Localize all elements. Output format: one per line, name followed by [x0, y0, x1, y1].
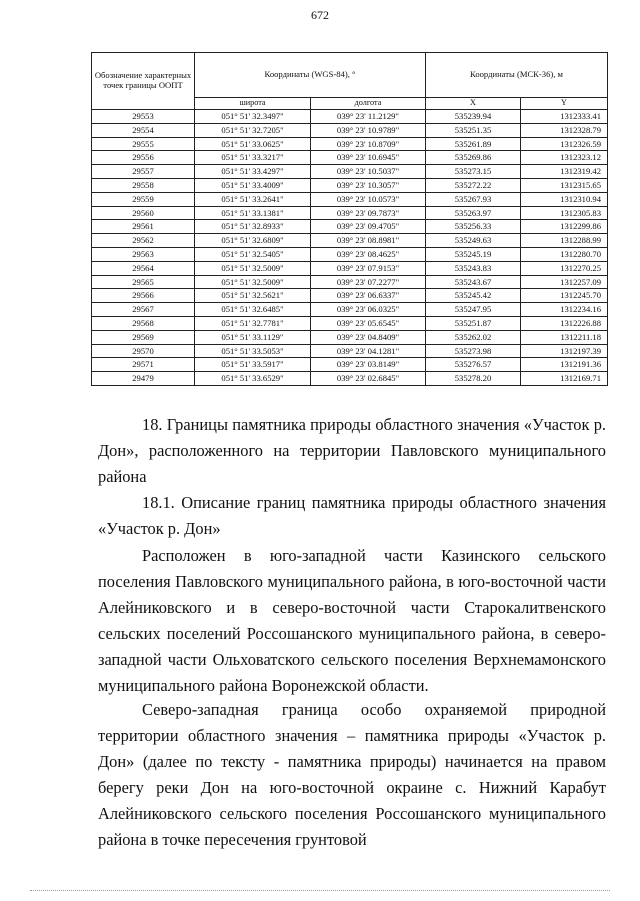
- latitude-cell: 051° 51' 32.5009": [195, 275, 311, 289]
- y-coordinate-cell: 1312310.94: [521, 192, 608, 206]
- latitude-cell: 051° 51' 32.6809": [195, 234, 311, 248]
- point-id-cell: 29479: [92, 372, 195, 386]
- table-row: [92, 192, 608, 206]
- y-coordinate-cell: 1312319.42: [521, 165, 608, 179]
- longitude-cell: 039° 23' 04.1281": [311, 344, 426, 358]
- y-coordinate-cell: 1312328.79: [521, 123, 608, 137]
- x-coordinate-cell: 535263.97: [426, 206, 521, 220]
- point-id-cell: 29568: [92, 316, 195, 330]
- latitude-cell: 051° 51' 33.2641": [195, 192, 311, 206]
- header-lat: широта: [195, 98, 311, 110]
- latitude-cell: 051° 51' 33.1381": [195, 206, 311, 220]
- table-row: [92, 261, 608, 275]
- table-row: [92, 247, 608, 261]
- point-id-cell: 29569: [92, 330, 195, 344]
- latitude-cell: 051° 51' 32.5405": [195, 247, 311, 261]
- latitude-cell: 051° 51' 33.6529": [195, 372, 311, 386]
- latitude-cell: 051° 51' 33.1129": [195, 330, 311, 344]
- x-coordinate-cell: 535261.89: [426, 137, 521, 151]
- longitude-cell: 039° 23' 03.8149": [311, 358, 426, 372]
- latitude-cell: 051° 51' 32.8933": [195, 220, 311, 234]
- header-lon: долгота: [311, 98, 426, 110]
- section-18-1-heading: 18.1. Описание границ памятника природы областного значения «Участок р. Дон»: [98, 493, 606, 538]
- x-coordinate-cell: 535273.15: [426, 165, 521, 179]
- longitude-cell: 039° 23' 10.0573": [311, 192, 426, 206]
- longitude-cell: 039° 23' 09.7873": [311, 206, 426, 220]
- x-coordinate-cell: 535251.35: [426, 123, 521, 137]
- x-coordinate-cell: 535243.67: [426, 275, 521, 289]
- latitude-cell: 051° 51' 32.3497": [195, 110, 311, 124]
- y-coordinate-cell: 1312191.36: [521, 358, 608, 372]
- x-coordinate-cell: 535245.42: [426, 289, 521, 303]
- y-coordinate-cell: 1312315.65: [521, 178, 608, 192]
- longitude-cell: 039° 23' 02.6845": [311, 372, 426, 386]
- x-coordinate-cell: 535247.95: [426, 303, 521, 317]
- y-coordinate-cell: 1312326.59: [521, 137, 608, 151]
- x-coordinate-cell: 535267.93: [426, 192, 521, 206]
- latitude-cell: 051° 51' 33.0625": [195, 137, 311, 151]
- point-id-cell: 29555: [92, 137, 195, 151]
- point-id-cell: 29562: [92, 234, 195, 248]
- point-id-cell: 29571: [92, 358, 195, 372]
- latitude-cell: 051° 51' 33.4297": [195, 165, 311, 179]
- longitude-cell: 039° 23' 05.6545": [311, 316, 426, 330]
- latitude-cell: 051° 51' 33.5053": [195, 344, 311, 358]
- x-coordinate-cell: 535245.19: [426, 247, 521, 261]
- table-row: [92, 165, 608, 179]
- coordinates-table: [91, 52, 608, 386]
- longitude-cell: 039° 23' 08.8981": [311, 234, 426, 248]
- x-coordinate-cell: 535243.83: [426, 261, 521, 275]
- x-coordinate-cell: 535272.22: [426, 178, 521, 192]
- point-id-cell: 29563: [92, 247, 195, 261]
- table-row: [92, 110, 608, 124]
- longitude-cell: 039° 23' 06.6337": [311, 289, 426, 303]
- paragraph-boundary: Северо-западная граница особо охраняемой природной территории областного значения – памятника природы «Участок р. Дон» (далее по тексту - памятника природы) начинается на правом берегу реки Дон на юго-восточной окраине с. Нижний Карабут Алейниковского сельского поселения Россошанского муниципального района в точке пересечения грунтовой: [98, 700, 606, 849]
- coordinates-body: [92, 110, 608, 386]
- point-id-cell: 29554: [92, 123, 195, 137]
- x-coordinate-cell: 535251.87: [426, 316, 521, 330]
- point-id-cell: 29564: [92, 261, 195, 275]
- table-row: [92, 358, 608, 372]
- longitude-cell: 039° 23' 10.8709": [311, 137, 426, 151]
- table-row: [92, 220, 608, 234]
- table-row: [92, 316, 608, 330]
- table-row: [92, 330, 608, 344]
- x-coordinate-cell: 535249.63: [426, 234, 521, 248]
- table-row: [92, 372, 608, 386]
- page-number: 672: [311, 8, 329, 22]
- longitude-cell: 039° 23' 10.3057": [311, 178, 426, 192]
- point-id-cell: 29570: [92, 344, 195, 358]
- latitude-cell: 051° 51' 33.3217": [195, 151, 311, 165]
- table-row: [92, 344, 608, 358]
- table-row: [92, 206, 608, 220]
- latitude-cell: 051° 51' 32.7781": [195, 316, 311, 330]
- table-row: [92, 234, 608, 248]
- y-coordinate-cell: 1312169.71: [521, 372, 608, 386]
- y-coordinate-cell: 1312305.83: [521, 206, 608, 220]
- y-coordinate-cell: 1312234.16: [521, 303, 608, 317]
- point-id-cell: 29561: [92, 220, 195, 234]
- x-coordinate-cell: 535239.94: [426, 110, 521, 124]
- y-coordinate-cell: 1312226.88: [521, 316, 608, 330]
- longitude-cell: 039° 23' 04.8409": [311, 330, 426, 344]
- y-coordinate-cell: 1312323.12: [521, 151, 608, 165]
- header-y: Y: [521, 98, 608, 110]
- longitude-cell: 039° 23' 08.4625": [311, 247, 426, 261]
- y-coordinate-cell: 1312197.39: [521, 344, 608, 358]
- y-coordinate-cell: 1312257.09: [521, 275, 608, 289]
- point-id-cell: 29559: [92, 192, 195, 206]
- longitude-cell: 039° 23' 07.9153": [311, 261, 426, 275]
- table-row: [92, 178, 608, 192]
- y-coordinate-cell: 1312288.99: [521, 234, 608, 248]
- header-x: X: [426, 98, 521, 110]
- x-coordinate-cell: 535262.02: [426, 330, 521, 344]
- latitude-cell: 051° 51' 32.7205": [195, 123, 311, 137]
- x-coordinate-cell: 535278.20: [426, 372, 521, 386]
- table-row: [92, 123, 608, 137]
- y-coordinate-cell: 1312333.41: [521, 110, 608, 124]
- longitude-cell: 039° 23' 10.6945": [311, 151, 426, 165]
- header-wgs: Координаты (WGS-84), °: [195, 53, 426, 98]
- x-coordinate-cell: 535276.57: [426, 358, 521, 372]
- point-id-cell: 29553: [92, 110, 195, 124]
- x-coordinate-cell: 535269.86: [426, 151, 521, 165]
- table-row: [92, 303, 608, 317]
- y-coordinate-cell: 1312211.18: [521, 330, 608, 344]
- latitude-cell: 051° 51' 32.5009": [195, 261, 311, 275]
- y-coordinate-cell: 1312280.70: [521, 247, 608, 261]
- table-row: [92, 137, 608, 151]
- point-id-cell: 29565: [92, 275, 195, 289]
- section-18-heading: 18. Границы памятника природы областного значения «Участок р. Дон», расположенного на территории Павловского муниципального района: [98, 415, 606, 486]
- point-id-cell: 29558: [92, 178, 195, 192]
- y-coordinate-cell: 1312245.70: [521, 289, 608, 303]
- x-coordinate-cell: 535256.33: [426, 220, 521, 234]
- longitude-cell: 039° 23' 11.2129": [311, 110, 426, 124]
- point-id-cell: 29567: [92, 303, 195, 317]
- longitude-cell: 039° 23' 06.0325": [311, 303, 426, 317]
- latitude-cell: 051° 51' 32.5621": [195, 289, 311, 303]
- latitude-cell: 051° 51' 33.4009": [195, 178, 311, 192]
- bottom-divider: [30, 890, 610, 891]
- point-id-cell: 29557: [92, 165, 195, 179]
- longitude-cell: 039° 23' 09.4705": [311, 220, 426, 234]
- table-row: [92, 151, 608, 165]
- longitude-cell: 039° 23' 10.5037": [311, 165, 426, 179]
- y-coordinate-cell: 1312270.25: [521, 261, 608, 275]
- longitude-cell: 039° 23' 07.2277": [311, 275, 426, 289]
- table-row: [92, 289, 608, 303]
- latitude-cell: 051° 51' 32.6485": [195, 303, 311, 317]
- x-coordinate-cell: 535273.98: [426, 344, 521, 358]
- y-coordinate-cell: 1312299.86: [521, 220, 608, 234]
- table-row: [92, 275, 608, 289]
- header-point: Обозначение характерных точек границы ООПТ: [92, 53, 195, 110]
- paragraph-location: Расположен в юго-западной части Казинского сельского поселения Павловского муниципального района, в юго-восточной части Алейниковского и в северо-восточной части Старокалитвенского сельских поселений Россошанского муниципального района, в северо-западной части Ольховатского сельского поселения Верхнемамонского муниципального района Воронежской области.: [98, 546, 606, 695]
- point-id-cell: 29566: [92, 289, 195, 303]
- longitude-cell: 039° 23' 10.9789": [311, 123, 426, 137]
- latitude-cell: 051° 51' 33.5917": [195, 358, 311, 372]
- point-id-cell: 29560: [92, 206, 195, 220]
- header-msk: Координаты (МСК-36), м: [426, 53, 608, 98]
- point-id-cell: 29556: [92, 151, 195, 165]
